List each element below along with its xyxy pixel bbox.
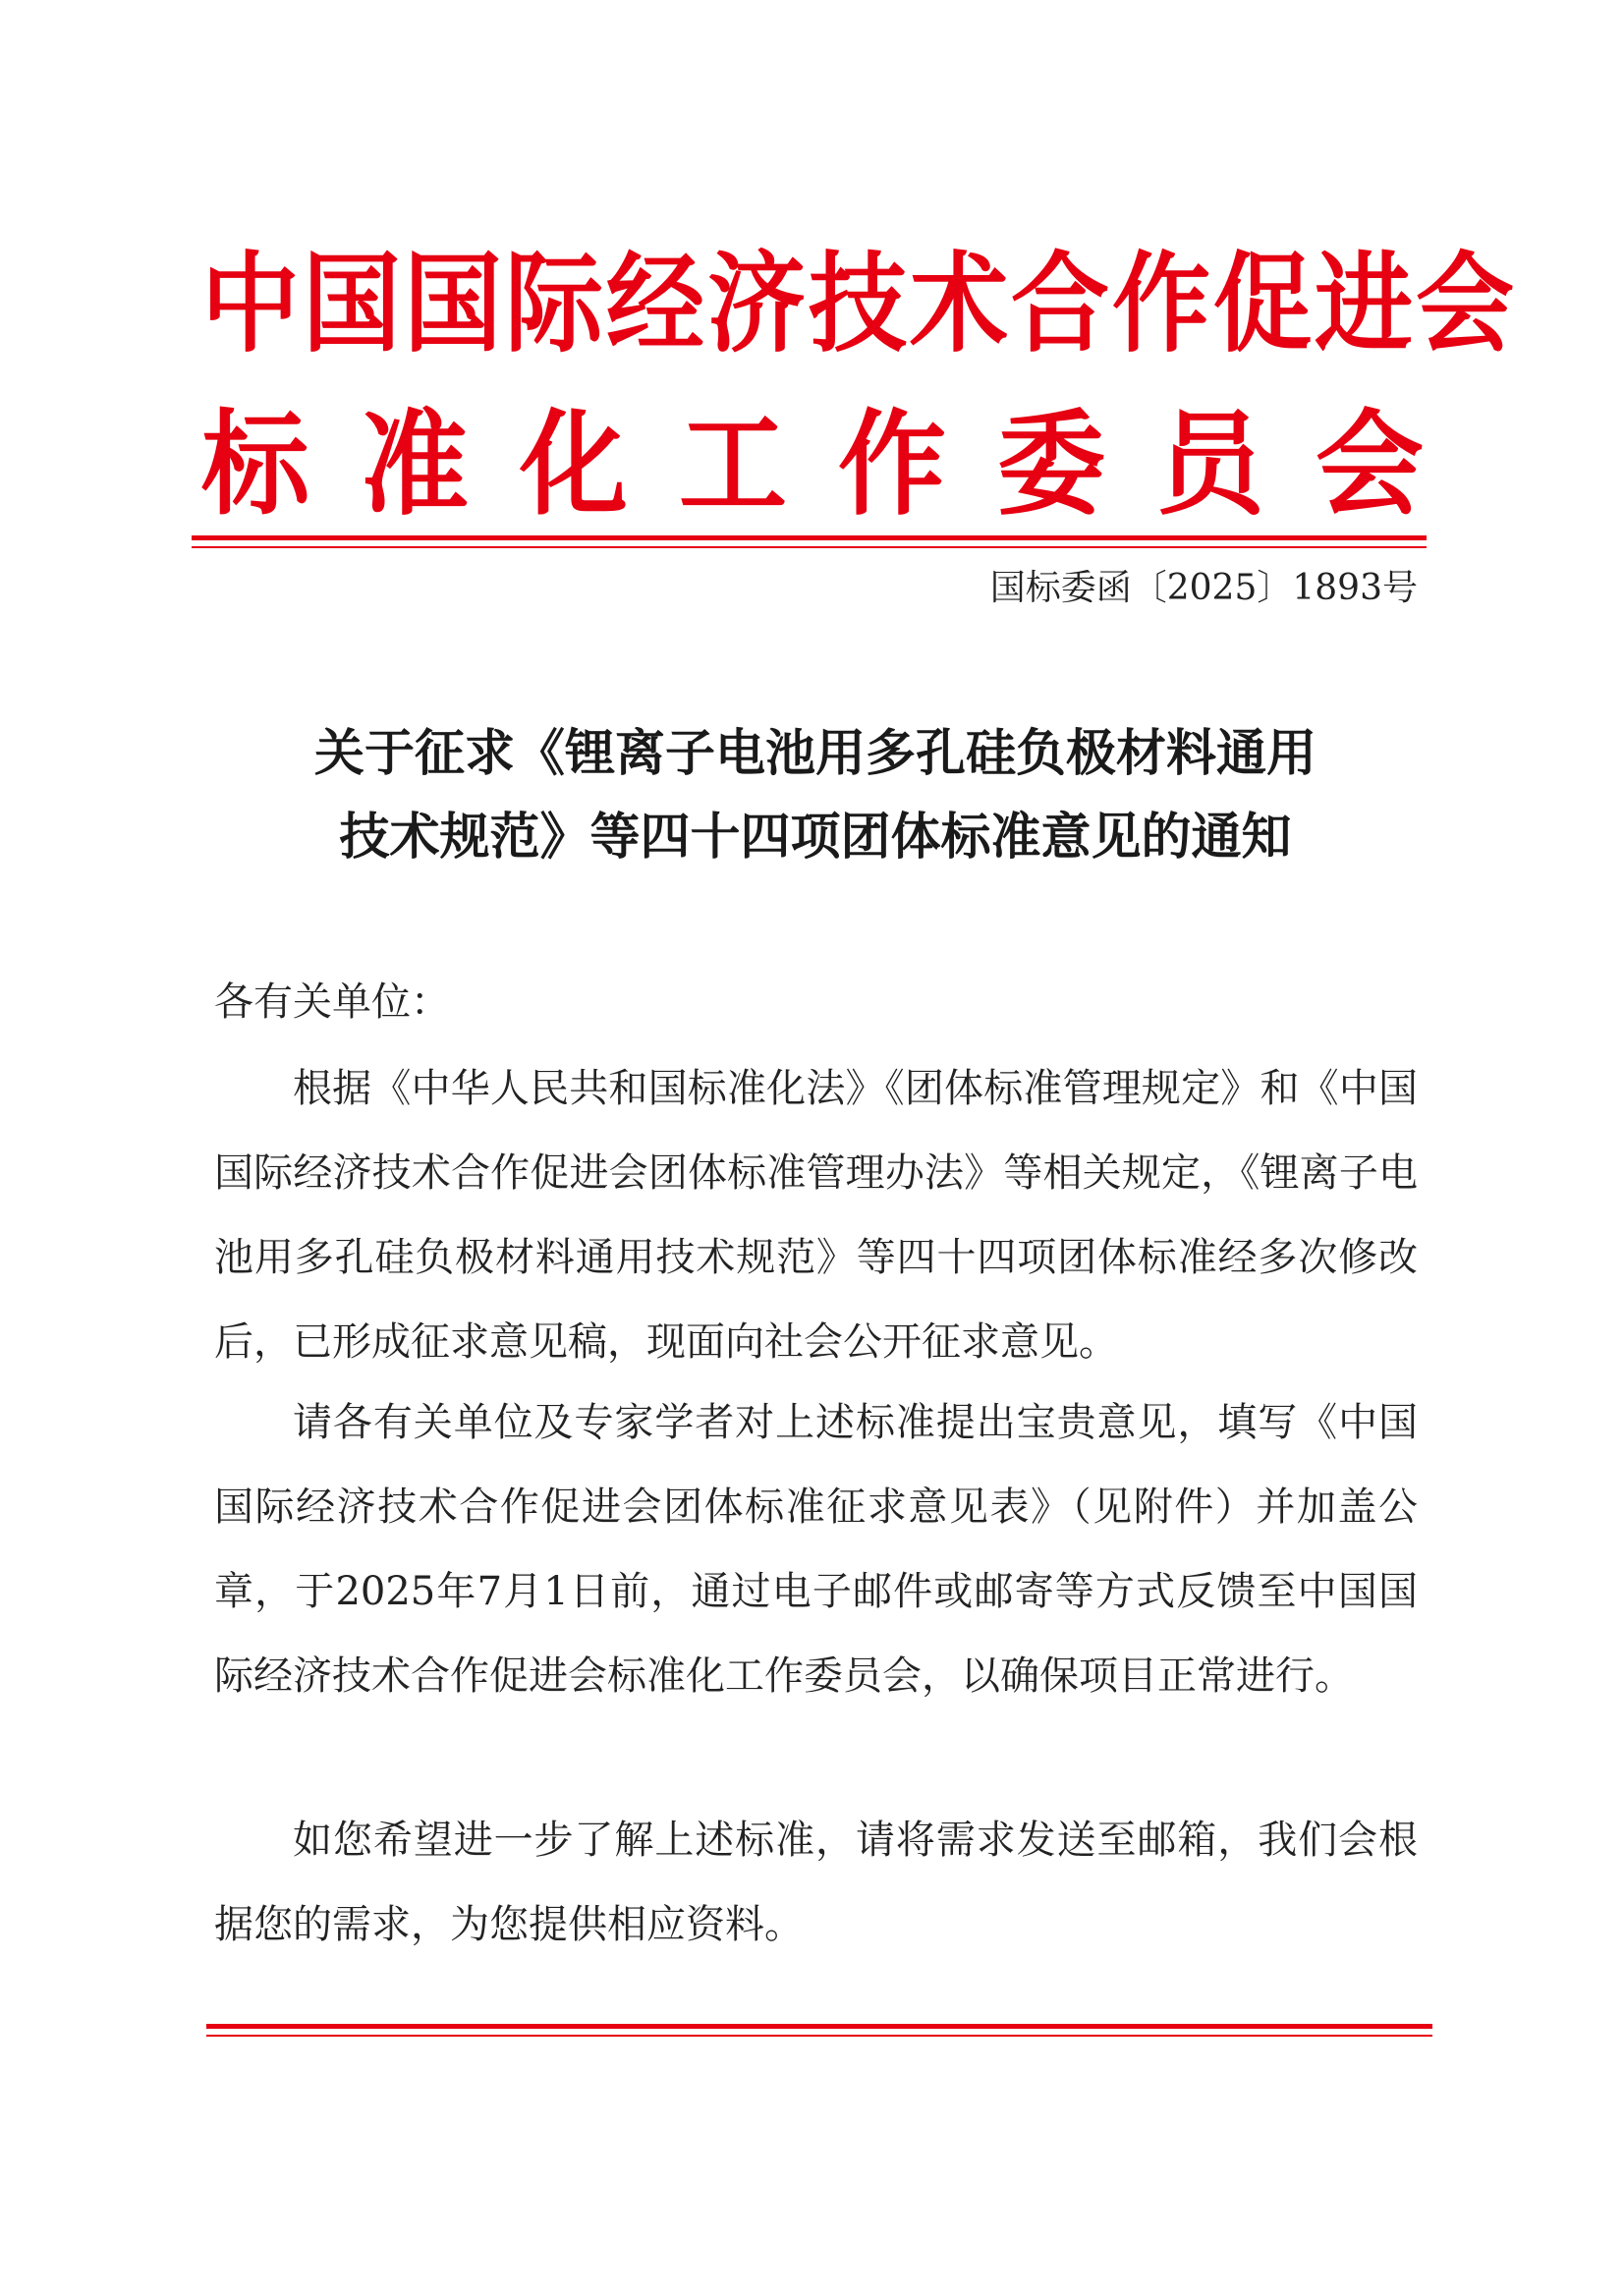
document-title [211, 712, 1420, 879]
letterhead-org-line-2: 标准化工作委员会 [201, 398, 1475, 531]
footer-divider-thick [206, 2024, 1432, 2029]
document-title-line-2: 技术规范》等四十四项团体标准意见的通知 [339, 809, 1292, 867]
letterhead-divider-thick [192, 535, 1427, 540]
salutation: 各有关单位： [214, 980, 450, 1025]
body-paragraph-3: 如您希望进一步了解上述标准，请将需求发送至邮箱，我们会根据您的需求，为您提供相应资料。 [214, 1818, 1418, 1947]
letterhead-org-line-1: 中国国际经济技术合作促进会 [201, 241, 1517, 367]
body-paragraph-1: 根据《中华人民共和国标准化法》《团体标准管理规定》和《中国国际经济技术合作促进会团体标准管理办法》等相关规定，《锂离子电池用多孔硅负极材料通用技术规范》等四十四项团体标准经多次修改后，已形成征求意见稿，现面向社会公开征求意见。 [214, 1066, 1418, 1365]
document-number: 国标委函〔2025〕1893号 [989, 568, 1418, 608]
letterhead-divider-thin [192, 546, 1427, 548]
document-title-line-1: 关于征求《锂离子电池用多孔硅负极材料通用 [313, 725, 1316, 783]
footer-divider-thin [206, 2035, 1432, 2037]
body-paragraph-2: 请各有关单位及专家学者对上述标准提出宝贵意见，填写《中国国际经济技术合作促进会团体标准征求意见表》（见附件）并加盖公章，于2025年7月1日前，通过电子邮件或邮寄等方式反馈至中国国际经济技术合作促进会标准化工作委员会，以确保项目正常进行。 [214, 1400, 1418, 1699]
